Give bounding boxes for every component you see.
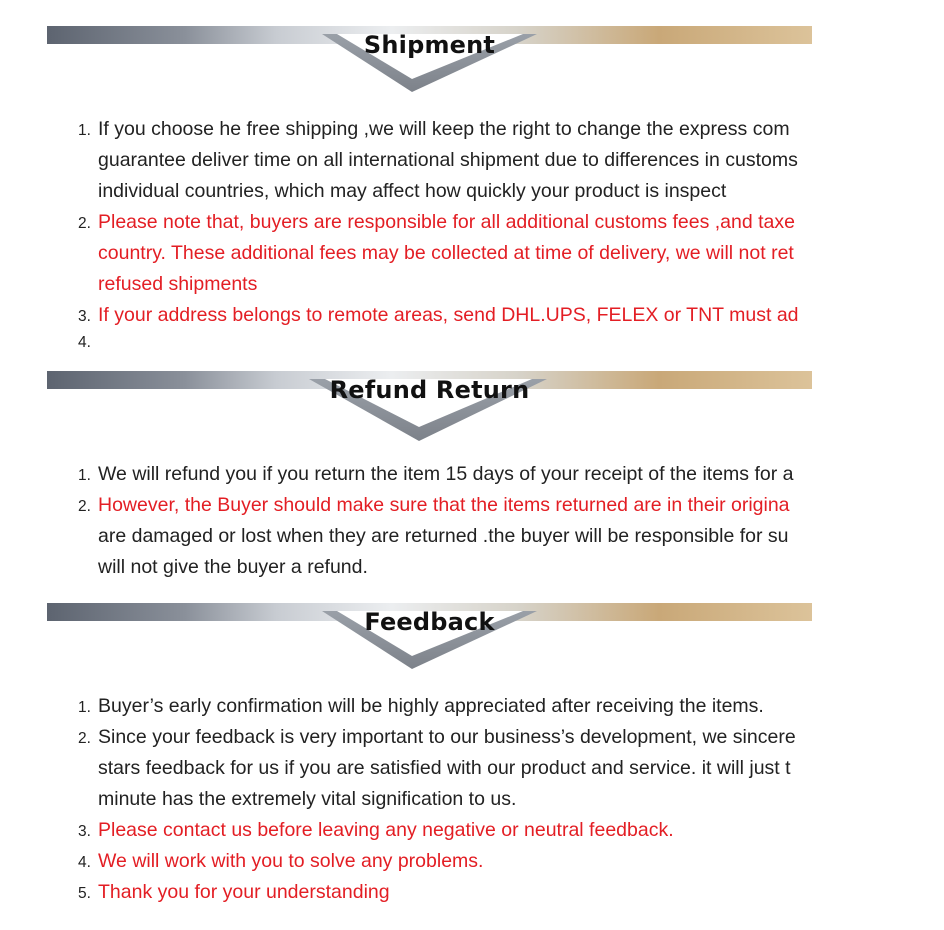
list-item: [78, 300, 840, 331]
list-item: [78, 846, 840, 877]
list-item: [78, 815, 840, 846]
list-text: However, the Buyer should make sure that the items returned are in their origina: [98, 494, 790, 516]
list-text: Thank you for your understanding: [98, 881, 390, 903]
feedback-title: Feedback: [364, 608, 495, 636]
list-text: will not give the buyer a refund.: [98, 556, 368, 578]
shipment-banner: [47, 24, 812, 124]
list-item: [78, 877, 840, 908]
list-number: 4.: [78, 854, 91, 871]
list-number: 2.: [78, 498, 91, 515]
list-number: 1.: [78, 467, 91, 484]
list-number: 4.: [78, 334, 91, 351]
feedback-banner: [47, 601, 812, 701]
list-item: [78, 331, 840, 353]
list-number: 2.: [78, 215, 91, 232]
list-item: [78, 459, 840, 490]
list-text: minute has the extremely vital signification to us.: [98, 788, 517, 810]
list-item: [78, 207, 840, 300]
list-item: [78, 691, 840, 722]
list-text: Please note that, buyers are responsible for all additional customs fees ,and taxe: [98, 211, 795, 233]
list-text: guarantee deliver time on all international shipment due to differences in customs: [98, 149, 798, 171]
list-text: We will work with you to solve any problems.: [98, 850, 484, 872]
list-text: Since your feedback is very important to our business’s development, we sincere: [98, 726, 796, 748]
list-text: If you choose he free shipping ,we will keep the right to change the express com: [98, 118, 790, 140]
refund-title: Refund Return: [329, 376, 530, 404]
list-text: individual countries, which may affect how quickly your product is inspect: [98, 180, 727, 202]
list-item: [78, 490, 840, 583]
list-number: 1.: [78, 122, 91, 139]
list-number: 3.: [78, 308, 91, 325]
list-text: refused shipments: [98, 273, 258, 295]
feedback-list: [78, 691, 840, 908]
shipment-title: Shipment: [363, 31, 496, 59]
shipment-list: [78, 114, 840, 353]
list-number: 3.: [78, 823, 91, 840]
list-item: [78, 114, 840, 207]
list-text: Buyer’s early confirmation will be highly appreciated after receiving the items.: [98, 695, 764, 717]
list-text: country. These additional fees may be collected at time of delivery, we will not ret: [98, 242, 794, 264]
list-text: If your address belongs to remote areas, send DHL.UPS, FELEX or TNT must ad: [98, 304, 799, 326]
list-text: stars feedback for us if you are satisfied with our product and service. it will just t: [98, 757, 791, 779]
list-text: are damaged or lost when they are returned .the buyer will be responsible for su: [98, 525, 789, 547]
refund-list: [78, 459, 840, 583]
list-number: 2.: [78, 730, 91, 747]
refund-banner: [47, 369, 812, 469]
list-text: Please contact us before leaving any negative or neutral feedback.: [98, 819, 674, 841]
list-number: 1.: [78, 699, 91, 716]
list-text: We will refund you if you return the item 15 days of your receipt of the items for a: [98, 463, 794, 485]
list-number: 5.: [78, 885, 91, 902]
list-item: [78, 722, 840, 815]
